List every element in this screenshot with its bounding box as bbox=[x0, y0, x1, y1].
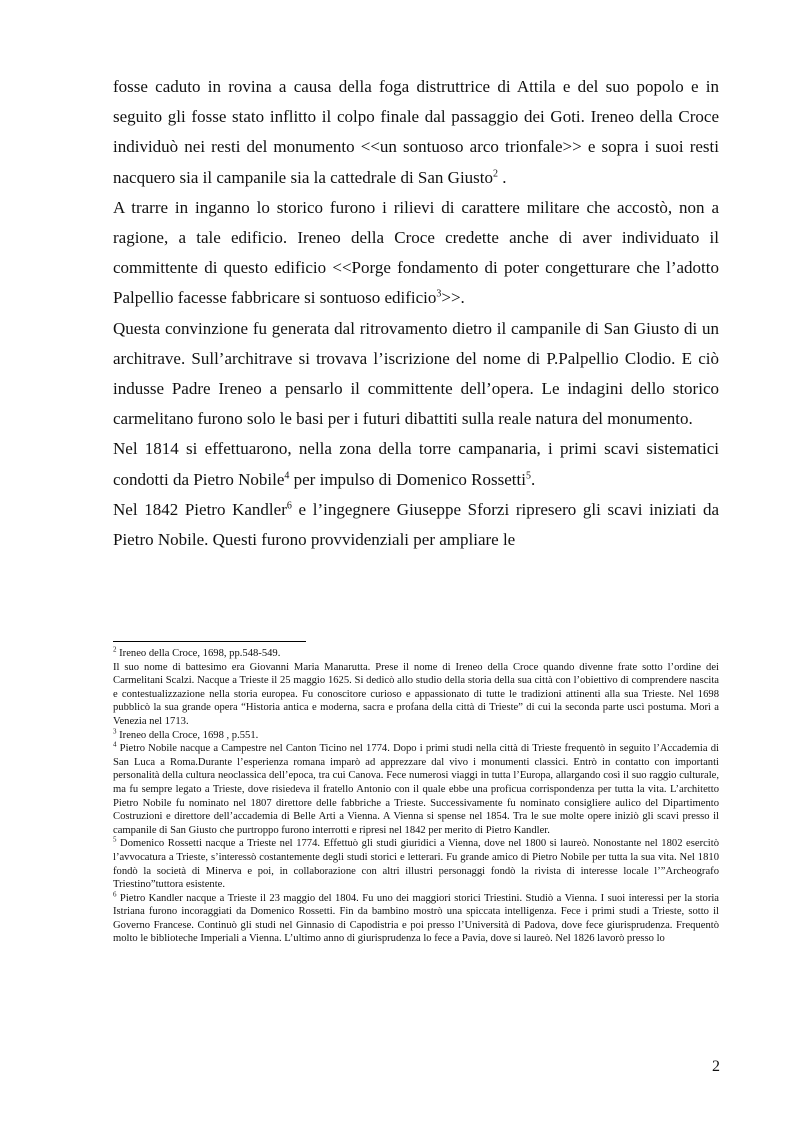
footnote: Il suo nome di battesimo era Giovanni Maria Manarutta. Prese il nome di Ireneo della Croce quando divenne frate sotto l’ordine dei Carmelitani Scalzi. Nacque a Trieste il 25 maggio 1625. Si dedicò allo studio della storia della sua città con l’obiettivo di comprendere nascita e contestualizzazione nella storia europea. Fu conoscitore curioso e appassionato di tutte le tradizioni attinenti alla sua Trieste. Nel 1698 pubblicò la sua grande opera “Historia antica e moderna, sacra e profana della città di Trieste” di cui la seconda parte uscì postuma. Morì a Venezia nel 1713. bbox=[113, 661, 719, 727]
paragraph-text: >>. bbox=[441, 288, 465, 308]
footnote bbox=[113, 742, 719, 837]
footnote-number: 4 bbox=[113, 740, 117, 749]
paragraph bbox=[113, 495, 719, 555]
main-text bbox=[113, 72, 719, 555]
footnote-text: Domenico Rossetti nacque a Trieste nel 1774. Effettuò gli studi giuridici a Vienna, dove nel 1800 si laureò. Nonostante nel 1802 esercitò l’avvocatura a Trieste, s’interessò costantemente degli studi storici e letterari. Fu grande amico di Pietro Nobile per tutta la sua vita. Nel 1810 fondò la società di Minerva e poi, in collaborazione con altri illustri personaggi fondò la rivista di interesse locale l’”Archeografo Triestino”tuttora esistente. bbox=[113, 838, 719, 891]
page-number: 2 bbox=[712, 1058, 720, 1075]
footnote-number: 5 bbox=[113, 835, 117, 844]
footnote bbox=[113, 647, 719, 661]
footnote-ref[interactable]: 2 bbox=[493, 167, 499, 179]
footnote bbox=[113, 837, 719, 891]
footnote-ref[interactable]: 6 bbox=[286, 500, 292, 512]
paragraph bbox=[113, 72, 719, 193]
paragraph bbox=[113, 434, 719, 494]
footnote-ref[interactable]: 4 bbox=[284, 469, 290, 481]
footnote-text: Pietro Nobile nacque a Campestre nel Canton Ticino nel 1774. Dopo i primi studi nella città di Trieste frequentò in seguito l’Accademia di San Luca a Roma.Durante l’esperienza romana imparò ad apprezzare dal vivo i monumenti classici. Entrò in contatto con importanti personalità della cultura neoclassica dell’epoca, tra cui Canova. Fece numerosi viaggi in tutta l’Europa, allargando così il suo raggio culturale, ma fu sempre legato a Trieste, dove risiedeva il fratello Antonio con il quale ebbe una proficua corrispondenza per tutta la vita. L’architetto Pietro Nobile fu nominato nel 1807 direttore delle fabbriche a Trieste. Successivamente fu nominato consigliere aulico del Dipartimento Costruzioni e direttore dell’accademia di Belle Arti a Vienna. A Vienna si spense nel 1854. Tra le sue molte opere iniziò gli scavi presso il campanile di San Giusto che purtroppo furono interrotti e ripresi nel 1842 per merito di Pietro Kandler. bbox=[113, 743, 719, 836]
paragraph-text: Nel 1814 si effettuarono, nella zona della torre campanaria, i primi scavi sistematici condotti da Pietro Nobile bbox=[113, 439, 719, 489]
footnote-text: Pietro Kandler nacque a Trieste il 23 maggio del 1804. Fu uno dei maggiori storici Triestini. Studiò a Vienna. I suoi interessi per la storia Istriana furono incoraggiati da Domenico Rossetti. Fin da bambino mostrò una spiccata intelligenza. Fece i primi studi a Trieste, sotto il Governo Francese. Continuò gli studi nel Ginnasio di Capodistria e poi presso l’Università di Padova, dove fece giurisprudenza. Frequentò molto le biblioteche Imperiali a Vienna. L’ultimo anno di giurisprudenza lo fece a Pavia, dove si laureò. Nel 1826 lavorò presso lo bbox=[113, 892, 719, 945]
footnote-separator bbox=[113, 641, 306, 642]
footnote-number: 6 bbox=[113, 890, 117, 899]
paragraph bbox=[113, 193, 719, 314]
footnote-ref[interactable]: 5 bbox=[525, 469, 531, 481]
paragraph-text: per impulso di Domenico Rossetti bbox=[289, 469, 526, 489]
paragraph-text: . bbox=[530, 469, 536, 489]
paragraph-text: fosse caduto in rovina a causa della foga distruttrice di Attila e del suo popolo e in seguito gli fosse stato inflitto il colpo finale dal passaggio dei Goti. Ireneo della Croce individuò nei resti del monumento <<un sontuoso arco trionfale>> e sopra i suoi resti nacquero sia il campanile sia la cattedrale di San Giusto bbox=[113, 77, 719, 187]
footnote-number: 2 bbox=[113, 645, 117, 654]
paragraph-text: e l’ingegnere Giuseppe Sforzi ripresero gli scavi iniziati da Pietro Nobile. Questi furono provvidenziali per ampliare le bbox=[113, 499, 720, 550]
footnote bbox=[113, 729, 719, 743]
footnote bbox=[113, 892, 719, 946]
footnote-text: Ireneo della Croce, 1698 , p.551. bbox=[116, 729, 259, 741]
footnote-ref[interactable]: 3 bbox=[436, 288, 442, 300]
paragraph-text: . bbox=[498, 167, 507, 187]
footnote-number: 3 bbox=[113, 727, 117, 736]
paragraph-text: Nel 1842 Pietro Kandler bbox=[113, 499, 287, 519]
paragraph: Questa convinzione fu generata dal ritrovamento dietro il campanile di San Giusto di un architrave. Sull’architrave si trovava l’iscrizione del nome di P.Palpellio Clodio. E ciò indusse Padre Ireneo a pensarlo il committente dell’opera. Le indagini dello storico carmelitano furono solo le basi per i futuri dibattiti sulla reale natura del monumento. bbox=[113, 318, 719, 429]
footnotes bbox=[113, 647, 719, 946]
footnote-text: Ireneo della Croce, 1698, pp.548-549. bbox=[116, 648, 281, 659]
paragraph-text: A trarre in inganno lo storico furono i rilievi di carattere militare che accostò, non a ragione, a tale edificio. Ireneo della Croce credette anche di aver individuato il committente di questo edificio <<Porge fondamento di poter congetturare che l’adotto Palpellio facesse fabbricare si sontuoso edificio bbox=[113, 197, 719, 308]
